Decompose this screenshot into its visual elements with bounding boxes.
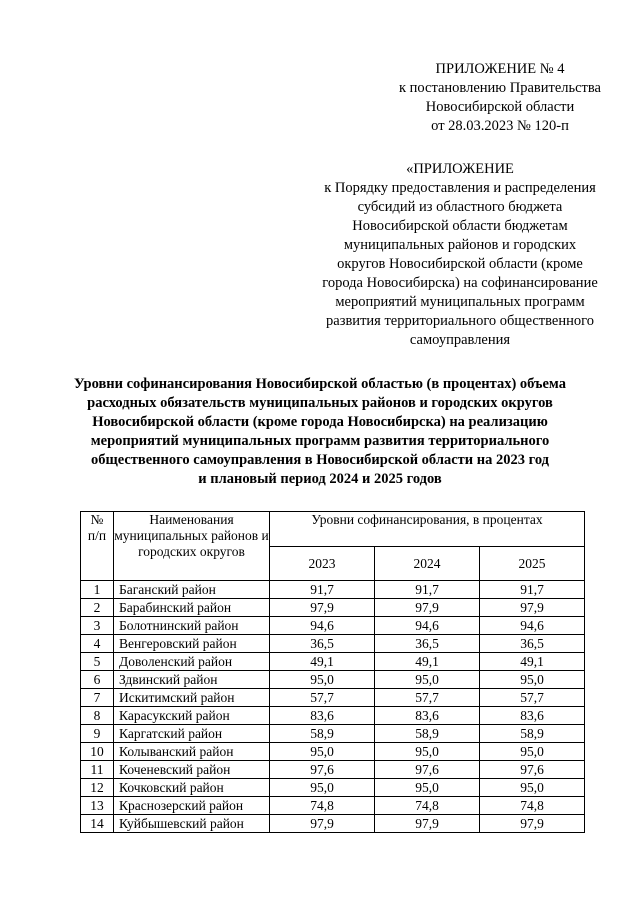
row-value-2023: 94,6	[270, 617, 375, 635]
row-value-2023: 49,1	[270, 653, 375, 671]
cofinancing-rates-table	[80, 511, 585, 833]
header-row-number	[81, 512, 114, 581]
table-row	[81, 707, 585, 725]
row-value-2024: 97,6	[375, 761, 480, 779]
row-municipality: Здвинский район	[114, 671, 270, 689]
row-value-2025: 36,5	[480, 635, 585, 653]
header-cofinancing-levels: Уровни софинансирования, в процентах	[270, 512, 585, 547]
order-appendix-block	[300, 160, 620, 350]
row-municipality: Болотнинский район	[114, 617, 270, 635]
row-municipality: Баганский район	[114, 581, 270, 599]
order-block-line: к Порядку предоставления и распределения	[324, 180, 596, 196]
row-municipality: Барабинский район	[114, 599, 270, 617]
row-municipality: Колыванский район	[114, 743, 270, 761]
row-value-2023: 36,5	[270, 635, 375, 653]
header-year-2023: 2023	[270, 547, 375, 581]
title-line: и плановый период 2024 и 2025 годов	[198, 471, 442, 487]
table-row	[81, 743, 585, 761]
row-value-2025: 91,7	[480, 581, 585, 599]
row-value-2024: 57,7	[375, 689, 480, 707]
row-value-2024: 91,7	[375, 581, 480, 599]
table-row	[81, 617, 585, 635]
row-value-2023: 58,9	[270, 725, 375, 743]
row-value-2024: 58,9	[375, 725, 480, 743]
row-value-2023: 97,9	[270, 815, 375, 833]
row-number: 7	[81, 689, 114, 707]
row-number: 6	[81, 671, 114, 689]
header-municipality-name: Наименования муниципальных районов и городских округов	[114, 512, 270, 581]
title-line: Новосибирской области (кроме города Новосибирска) на реализацию	[92, 414, 548, 430]
row-value-2023: 97,6	[270, 761, 375, 779]
row-value-2023: 57,7	[270, 689, 375, 707]
row-value-2023: 91,7	[270, 581, 375, 599]
order-block-line: самоуправления	[409, 332, 511, 348]
row-number: 11	[81, 761, 114, 779]
table-row	[81, 653, 585, 671]
header-year-2024: 2024	[375, 547, 480, 581]
header-number-abbr: п/п	[87, 528, 107, 543]
row-value-2025: 58,9	[480, 725, 585, 743]
table-row	[81, 815, 585, 833]
row-number: 12	[81, 779, 114, 797]
row-value-2025: 95,0	[480, 779, 585, 797]
row-value-2025: 74,8	[480, 797, 585, 815]
row-municipality: Карасукский район	[114, 707, 270, 725]
row-number: 9	[81, 725, 114, 743]
row-municipality: Искитимский район	[114, 689, 270, 707]
order-block-line: Новосибирской области бюджетам	[352, 218, 568, 234]
appendix-header	[360, 60, 640, 136]
row-municipality: Куйбышевский район	[114, 815, 270, 833]
table-row	[81, 689, 585, 707]
row-value-2023: 95,0	[270, 671, 375, 689]
title-line: расходных обязательств муниципальных районов и городских округов	[87, 395, 553, 411]
appendix-resolution-line: к постановлению Правительства	[399, 80, 601, 96]
row-value-2024: 95,0	[375, 743, 480, 761]
row-municipality: Каргатский район	[114, 725, 270, 743]
order-block-line: субсидий из областного бюджета	[357, 199, 563, 215]
table-row	[81, 635, 585, 653]
header-number-sign: №	[90, 512, 104, 527]
table-row	[81, 779, 585, 797]
row-value-2025: 57,7	[480, 689, 585, 707]
order-block-line: развития территориального общественного	[326, 313, 594, 329]
row-number: 5	[81, 653, 114, 671]
row-number: 13	[81, 797, 114, 815]
row-value-2025: 97,9	[480, 599, 585, 617]
document-title	[50, 375, 590, 489]
row-number: 3	[81, 617, 114, 635]
header-year-2025: 2025	[480, 547, 585, 581]
order-block-line: округов Новосибирской области (кроме	[337, 256, 583, 272]
table-row	[81, 671, 585, 689]
row-value-2024: 74,8	[375, 797, 480, 815]
row-value-2024: 95,0	[375, 779, 480, 797]
row-value-2025: 83,6	[480, 707, 585, 725]
row-value-2025: 97,9	[480, 815, 585, 833]
appendix-date-line: от 28.03.2023 № 120-п	[431, 118, 569, 134]
row-value-2024: 49,1	[375, 653, 480, 671]
title-line: общественного самоуправления в Новосибирской области на 2023 год	[91, 452, 549, 468]
appendix-number: ПРИЛОЖЕНИЕ № 4	[435, 61, 565, 77]
row-value-2023: 95,0	[270, 743, 375, 761]
row-value-2023: 97,9	[270, 599, 375, 617]
row-value-2024: 36,5	[375, 635, 480, 653]
row-value-2024: 97,9	[375, 815, 480, 833]
row-value-2024: 83,6	[375, 707, 480, 725]
row-value-2024: 97,9	[375, 599, 480, 617]
row-value-2025: 97,6	[480, 761, 585, 779]
title-line: Уровни софинансирования Новосибирской областью (в процентах) объема	[74, 376, 566, 392]
order-block-line: муниципальных районов и городских	[343, 237, 577, 253]
row-value-2023: 74,8	[270, 797, 375, 815]
order-block-line: «ПРИЛОЖЕНИЕ	[406, 161, 514, 177]
row-value-2025: 49,1	[480, 653, 585, 671]
row-number: 8	[81, 707, 114, 725]
row-value-2023: 83,6	[270, 707, 375, 725]
row-number: 14	[81, 815, 114, 833]
table-row	[81, 797, 585, 815]
row-municipality: Доволенский район	[114, 653, 270, 671]
row-value-2024: 94,6	[375, 617, 480, 635]
row-value-2025: 95,0	[480, 671, 585, 689]
row-number: 1	[81, 581, 114, 599]
order-block-line: города Новосибирска) на софинансирование	[322, 275, 598, 291]
table-row	[81, 725, 585, 743]
row-value-2023: 95,0	[270, 779, 375, 797]
row-number: 10	[81, 743, 114, 761]
row-municipality: Венгеровский район	[114, 635, 270, 653]
row-municipality: Краснозерский район	[114, 797, 270, 815]
table-row	[81, 581, 585, 599]
row-value-2024: 95,0	[375, 671, 480, 689]
table-row	[81, 599, 585, 617]
table-row	[81, 761, 585, 779]
row-number: 2	[81, 599, 114, 617]
order-block-line: мероприятий муниципальных программ	[335, 294, 585, 310]
row-municipality: Кочковский район	[114, 779, 270, 797]
row-value-2025: 94,6	[480, 617, 585, 635]
title-line: мероприятий муниципальных программ развития территориального	[90, 433, 550, 449]
appendix-region-line: Новосибирской области	[425, 99, 575, 115]
row-value-2025: 95,0	[480, 743, 585, 761]
row-municipality: Коченевский район	[114, 761, 270, 779]
row-number: 4	[81, 635, 114, 653]
